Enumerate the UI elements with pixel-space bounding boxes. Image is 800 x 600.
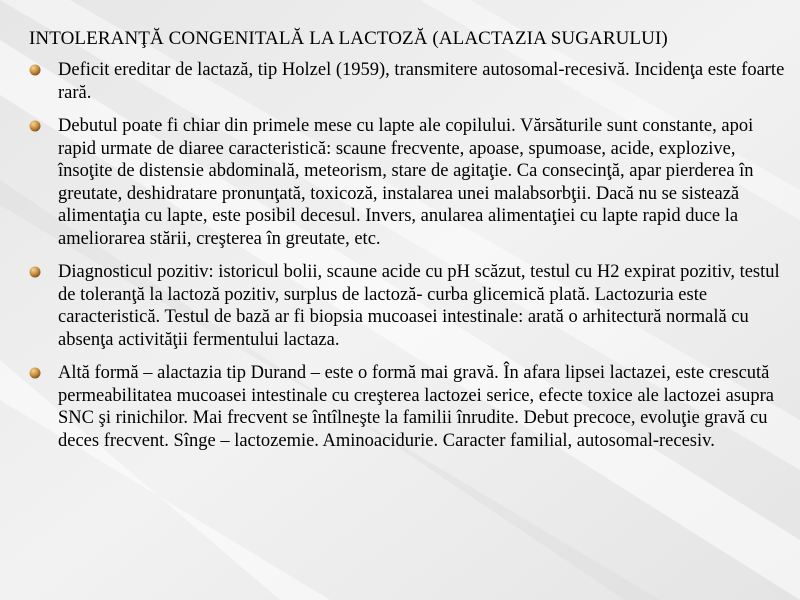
bullet-text: Debutul poate fi chiar din primele mese cu lapte ale copilului. Vărsăturile sunt constante, apoi rapid urmate de diaree caracteristică: scaune frecvente, apoase, spumoase, acide, explozive, însoţite de distensie abdominală, meteorism, stare de agitaţie. Ca consecinţă, apar pierderea în greutate, deshidratare pronunţată, toxicoză, instalarea unei malabsorbţii. Dacă nu se sistează alimentaţia cu lapte, este posibil decesul. Invers, anularea alimentaţiei cu lapte rapid duce la ameliorarea stării, creşterea în greutate, etc. xyxy=(58,116,754,249)
bullet-item xyxy=(29,362,789,452)
bullet-list xyxy=(29,59,789,463)
bullet-text: Diagnosticul pozitiv: istoricul bolii, scaune acide cu pH scăzut, testul cu H2 expirat pozitiv, testul de toleranţă la lactoză pozitiv, surplus de lactoză- curba glicemică plată. Lactozuria este caracteristică. Testul de bază ar fi biopsia mucoasei intestinale: arată o arhitectură normală cu absenţa activităţii fermentului lactaza. xyxy=(58,262,780,350)
bullet-item xyxy=(29,115,789,250)
bullet-text: Altă formă – alactazia tip Durand – este o formă mai gravă. În afara lipsei lactazei, este crescută permeabilitatea mucoasei intestinale cu creşterea lactozei serice, efecte toxice ale lactozei asupra SNC şi rinichilor. Mai frecvent se întîlneşte la familii înrudite. Debut precoce, evoluţie gravă cu deces frecvent. Sînge – lactozemie. Aminoacidurie. Caracter familial, autosomal-recesiv. xyxy=(58,363,774,451)
slide-title: INTOLERANŢĂ CONGENITALĂ LA LACTOZĂ (ALACTAZIA SUGARULUI) xyxy=(29,28,668,49)
bullet-sphere-icon xyxy=(29,120,41,132)
bullet-item xyxy=(29,261,789,351)
bullet-sphere-icon xyxy=(29,266,41,278)
bullet-sphere-icon xyxy=(29,367,41,379)
bullet-text: Deficit ereditar de lactază, tip Holzel (1959), transmitere autosomal-recesivă. Incidenţa este foarte rară. xyxy=(58,60,785,103)
bullet-sphere-icon xyxy=(29,64,41,76)
bullet-item xyxy=(29,59,789,104)
